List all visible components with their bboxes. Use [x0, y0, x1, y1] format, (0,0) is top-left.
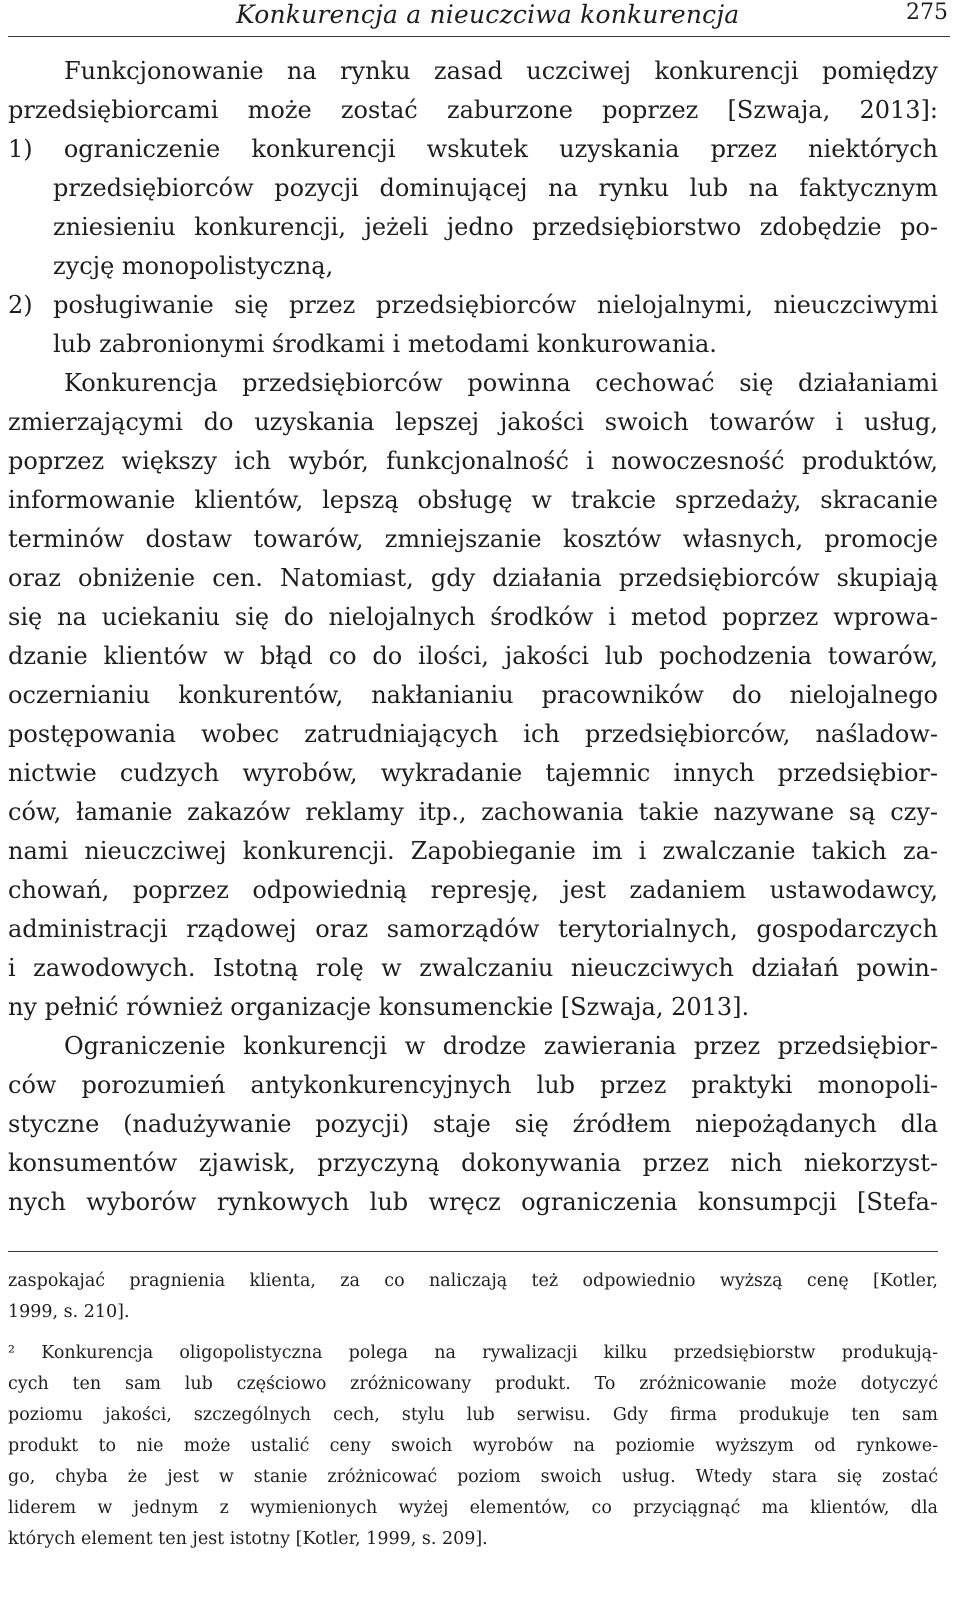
text-line: 1) ograniczenie konkurencji wskutek uzyskania przez niektórych	[8, 135, 938, 163]
text-line: Konkurencja przedsiębiorców powinna cechować się działaniami	[64, 369, 938, 397]
text-line: oraz obniżenie cen. Natomiast, gdy działania przedsiębiorców skupiają	[8, 564, 938, 592]
text-line: i zawodowych. Istotną rolę w zwalczaniu nieuczciwych działań powin-	[8, 954, 938, 982]
body-text	[8, 52, 938, 1232]
text-line: nych wyborów rynkowych lub wręcz ograniczenia konsumpcji [Stefa-	[8, 1188, 938, 1216]
text-line: 2) posługiwanie się przez przedsiębiorców nielojalnymi, nieuczciwymi	[8, 291, 938, 319]
footnotes	[8, 1266, 938, 1586]
text-line: styczne (nadużywanie pozycji) staje się źródłem niepożądanych dla	[8, 1110, 938, 1138]
footnote-line: poziomu jakości, szczególnych cech, stylu lub serwisu. Gdy firma produkuje ten sam	[8, 1405, 938, 1425]
text-line: informowanie klientów, lepszą obsługę w trakcie sprzedaży, skracanie	[8, 486, 938, 514]
text-line: nictwie cudzych wyrobów, wykradanie tajemnic innych przedsiębior-	[8, 759, 938, 787]
running-header	[8, 0, 950, 37]
text-line: dzanie klientów w błąd co do ilości, jakości lub pochodzenia towarów,	[8, 642, 938, 670]
text-line: przedsiębiorców pozycji dominującej na rynku lub na faktycznym	[53, 174, 938, 202]
footnote-line: go, chyba że jest w stanie zróżnicować poziom swoich usług. Wtedy stara się zostać	[8, 1467, 938, 1487]
text-line: lub zabronionymi środkami i metodami konkurowania.	[53, 330, 717, 358]
text-line: konsumentów zjawisk, przyczyną dokonywania przez nich niekorzyst-	[8, 1149, 938, 1177]
text-line: terminów dostaw towarów, zmniejszanie kosztów własnych, promocje	[8, 525, 938, 553]
text-line: poprzez większy ich wybór, funkcjonalność i nowoczesność produktów,	[8, 447, 938, 475]
footnote-line: zaspokajać pragnienia klienta, za co naliczają też odpowiednio wyższą cenę [Kotler,	[8, 1271, 938, 1291]
footnote-line: cych ten sam lub częściowo zróżnicowany produkt. To zróżnicowanie może dotyczyć	[8, 1374, 938, 1394]
text-line: zniesieniu konkurencji, jeżeli jedno przedsiębiorstwo zdobędzie po-	[53, 213, 938, 241]
footnote-line: ² Konkurencja oligopolistyczna polega na rywalizacji kilku przedsiębiorstw produkują-	[8, 1343, 938, 1363]
text-line: postępowania wobec zatrudniających ich przedsiębiorców, naśladow-	[8, 720, 938, 748]
text-line: ców, łamanie zakazów reklamy itp., zachowania takie nazywane są czy-	[8, 798, 938, 826]
page-number: 275	[906, 0, 948, 25]
footnote-line: 1999, s. 210].	[8, 1302, 130, 1322]
footnote-divider	[8, 1251, 938, 1252]
running-header-title: Konkurencja a nieuczciwa konkurencja	[236, 0, 740, 29]
text-line: Ograniczenie konkurencji w drodze zawierania przez przedsiębior-	[64, 1032, 938, 1060]
text-line: nami nieuczciwej konkurencji. Zapobieganie im i zwalczanie takich za-	[8, 837, 938, 865]
text-line: zmierzającymi do uzyskania lepszej jakości swoich towarów i usług,	[8, 408, 938, 436]
text-line: Funkcjonowanie na rynku zasad uczciwej konkurencji pomiędzy	[64, 57, 938, 85]
footnote-line: których element ten jest istotny [Kotler, 1999, s. 209].	[8, 1529, 488, 1549]
text-line: się na uciekaniu się do nielojalnych środków i metod poprzez wprowa-	[8, 603, 938, 631]
text-line: ny pełnić również organizacje konsumenckie [Szwaja, 2013].	[8, 993, 750, 1021]
text-line: administracji rządowej oraz samorządów terytorialnych, gospodarczych	[8, 915, 938, 943]
text-line: przedsiębiorcami może zostać zaburzone poprzez [Szwaja, 2013]:	[8, 96, 938, 124]
text-line: oczernianiu konkurentów, nakłanianiu pracowników do nielojalnego	[8, 681, 938, 709]
footnote-line: produkt to nie może ustalić ceny swoich wyrobów na poziomie wyższym od rynkowe-	[8, 1436, 938, 1456]
text-line: ców porozumień antykonkurencyjnych lub przez praktyki monopoli-	[8, 1071, 938, 1099]
text-line: chowań, poprzez odpowiednią represję, jest zadaniem ustawodawcy,	[8, 876, 938, 904]
text-line: zycję monopolistyczną,	[53, 252, 334, 280]
footnote-line: liderem w jednym z wymienionych wyżej elementów, co przyciągnąć ma klientów, dla	[8, 1498, 938, 1518]
